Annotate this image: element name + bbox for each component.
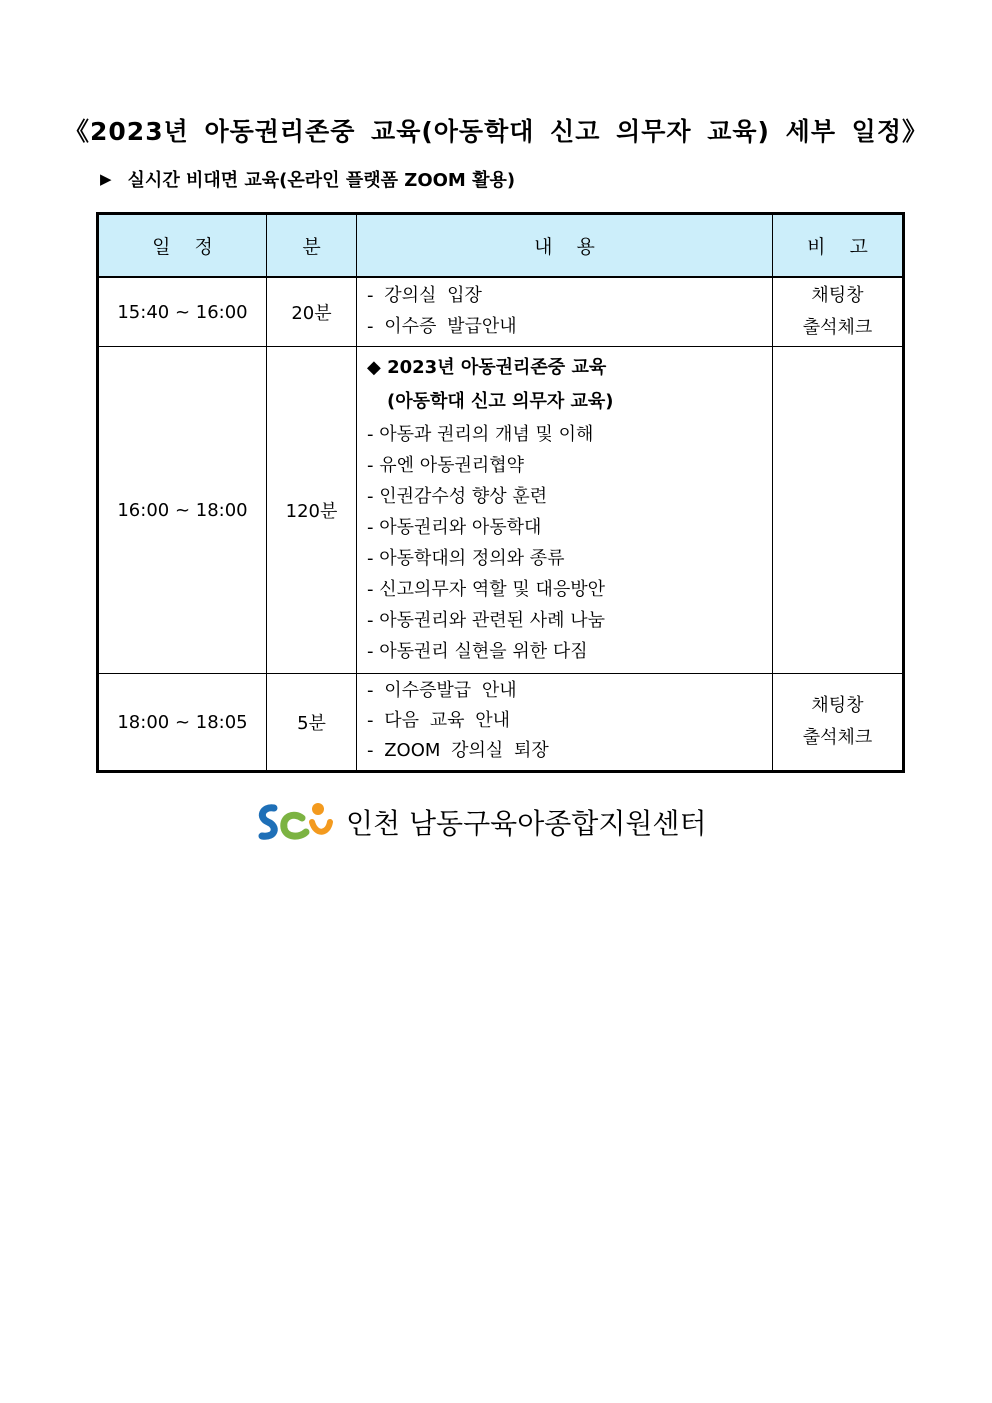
remark-line: 출석체크	[802, 727, 873, 748]
list-item: - 아동권리 실현을 위한 다짐	[367, 641, 588, 662]
list-item: - 아동과 권리의 개념 및 이해	[367, 424, 594, 445]
page-title: 《2023년 아동권리존중 교육(아동학대 신고 의무자 교육) 세부 일정》	[64, 117, 928, 146]
session-subheading: (아동학대 신고 의무자 교육)	[387, 391, 614, 412]
time-cell: 15:40 ~ 16:00	[98, 277, 267, 347]
sci-logo-icon	[256, 800, 334, 844]
list-item: - ZOOM 강의실 퇴장	[367, 740, 549, 761]
table-row	[98, 674, 904, 772]
header-schedule: 일 정	[98, 214, 267, 278]
header-remarks: 비 고	[773, 214, 904, 278]
list-item: - 이수증발급 안내	[367, 680, 517, 701]
list-item: - 유엔 아동권리협약	[367, 455, 525, 476]
time-cell: 16:00 ~ 18:00	[98, 347, 267, 674]
minutes-cell: 5분	[267, 674, 357, 772]
list-item: - 강의실 입장	[367, 285, 482, 306]
list-item: - 이수증 발급안내	[367, 316, 517, 337]
list-item: - 인권감수성 향상 훈련	[367, 486, 548, 507]
triangle-marker-icon: ▶	[100, 170, 112, 188]
minutes-cell: 120분	[267, 347, 357, 674]
table-row	[98, 347, 904, 674]
content-cell	[357, 674, 773, 772]
list-item: - 아동권리와 아동학대	[367, 517, 542, 538]
subtitle	[100, 166, 515, 192]
header-content: 내 용	[357, 214, 773, 278]
table-row	[98, 277, 904, 347]
footer-logo	[256, 800, 707, 844]
remarks-cell	[773, 674, 904, 772]
time-cell: 18:00 ~ 18:05	[98, 674, 267, 772]
list-item: - 신고의무자 역할 및 대응방안	[367, 579, 606, 600]
list-item: - 아동학대의 정의와 종류	[367, 548, 565, 569]
table-header-row	[98, 214, 904, 278]
header-minutes: 분	[267, 214, 357, 278]
session-heading: ◆ 2023년 아동권리존중 교육	[367, 357, 607, 378]
organization-name: 인천 남동구육아종합지원센터	[346, 807, 707, 840]
remark-line: 채팅창	[811, 695, 864, 716]
list-item: - 다음 교육 안내	[367, 710, 510, 731]
remarks-cell	[773, 347, 904, 674]
remarks-cell	[773, 277, 904, 347]
minutes-cell: 20분	[267, 277, 357, 347]
content-cell	[357, 347, 773, 674]
list-item: - 아동권리와 관련된 사례 나눔	[367, 610, 606, 631]
schedule-table	[96, 212, 905, 773]
subtitle-text: 실시간 비대면 교육(온라인 플랫폼 ZOOM 활용)	[127, 170, 516, 191]
content-cell	[357, 277, 773, 347]
remark-line: 채팅창	[811, 285, 864, 306]
remark-line: 출석체크	[802, 317, 873, 338]
